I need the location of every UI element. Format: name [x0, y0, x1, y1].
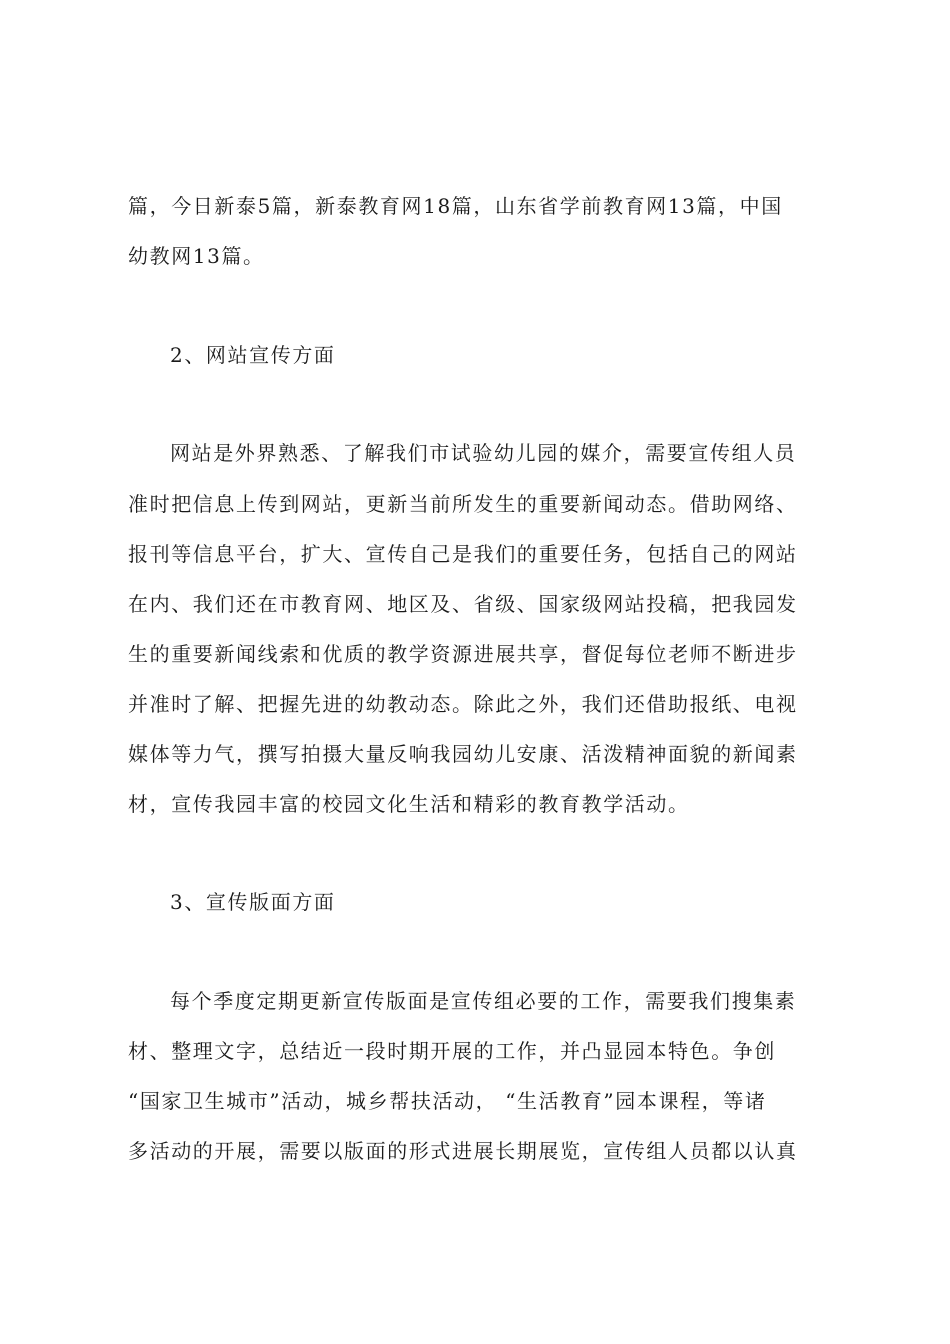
paragraph-line: 报刊等信息平台，扩大、宣传自己是我们的重要任务，包括自己的网站	[128, 542, 798, 566]
section-heading: 2、网站宣传方面	[170, 343, 336, 367]
paragraph-line: 每个季度定期更新宣传版面是宣传组必要的工作，需要我们搜集素	[170, 989, 797, 1013]
paragraph-line: 多活动的开展，需要以版面的形式进展长期展览，宣传组人员都以认真	[128, 1139, 798, 1163]
paragraph-line: “国家卫生城市”活动，城乡帮扶活动， “生活教育”园本课程，等诸	[128, 1089, 767, 1113]
section-heading: 3、宣传版面方面	[170, 890, 336, 914]
paragraph-line: 并准时了解、把握先进的幼教动态。除此之外，我们还借助报纸、电视	[128, 692, 798, 716]
paragraph-line: 媒体等力气，撰写拍摄大量反响我园幼儿安康、活泼精神面貌的新闻素	[128, 742, 798, 766]
paragraph-line: 准时把信息上传到网站，更新当前所发生的重要新闻动态。借助网络、	[128, 492, 798, 516]
paragraph-line: 材，宣传我园丰富的校园文化生活和精彩的教育教学活动。	[128, 792, 690, 816]
paragraph-line: 篇，今日新泰5篇，新泰教育网18篇，山东省学前教育网13篇，中国	[128, 194, 783, 218]
paragraph-line: 材、整理文字，总结近一段时期开展的工作，并凸显园本特色。争创	[128, 1039, 776, 1063]
paragraph-line: 生的重要新闻线索和优质的教学资源进展共享，督促每位老师不断进步	[128, 642, 798, 666]
paragraph-line: 幼教网13篇。	[128, 244, 265, 268]
paragraph-line: 在内、我们还在市教育网、地区及、省级、国家级网站投稿，把我园发	[128, 592, 798, 616]
paragraph-line: 网站是外界熟悉、了解我们市试验幼儿园的媒介，需要宣传组人员	[170, 441, 797, 465]
